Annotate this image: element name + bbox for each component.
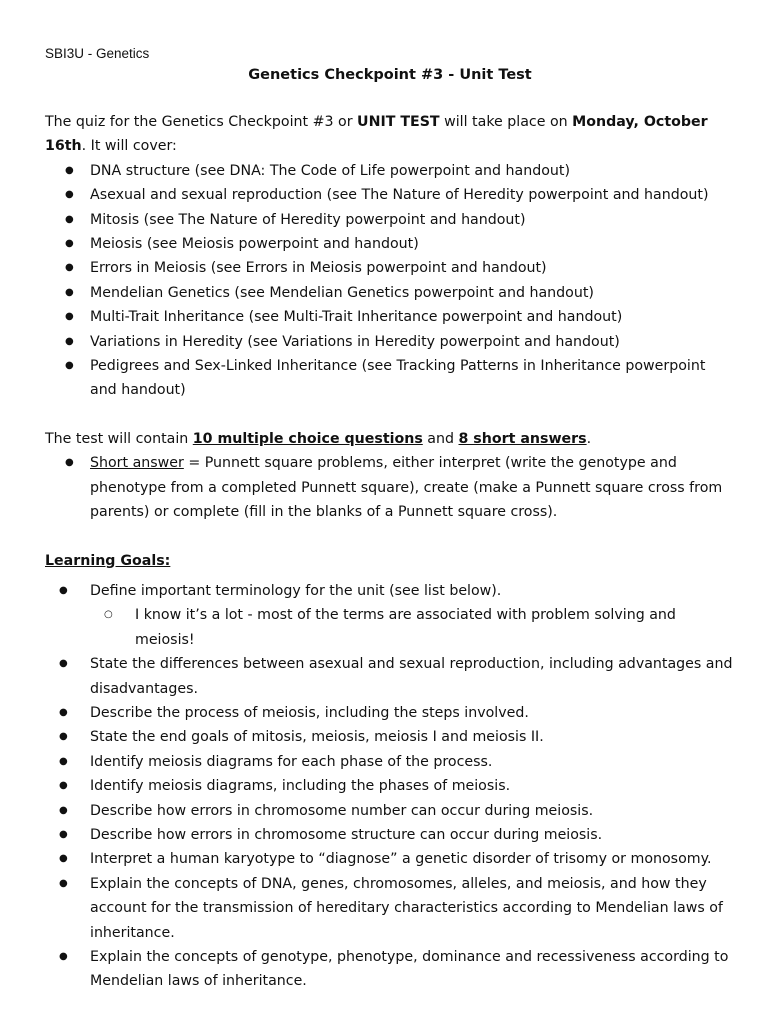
intro-text-3: . It will cover:: [81, 138, 177, 155]
goal-item: ● Explain the concepts of genotype, phenotype, dominance and recessiveness according to Mendelian laws of inheritance.: [45, 945, 735, 994]
document-page: [45, 44, 735, 994]
page-title: Genetics Checkpoint #3 - Unit Test: [248, 67, 532, 83]
goal-item: ● Explain the concepts of DNA, genes, chromosomes, alleles, and meiosis, and how they account for the transmission of hereditary characteristics according to Mendelian laws of inheritance.: [45, 872, 735, 945]
topic-item: ● DNA structure (see DNA: The Code of Life powerpoint and handout): [45, 159, 735, 183]
short-answer-label: Short answer: [90, 455, 184, 472]
goal-sub-list: [90, 603, 735, 652]
goal-item: ● Identify meiosis diagrams, including the phases of meiosis.: [45, 774, 735, 798]
test-text-2: and: [422, 430, 459, 447]
topic-item: ● Variations in Heredity (see Variations in Heredity powerpoint and handout): [45, 330, 735, 354]
test-text-3: .: [586, 430, 592, 447]
multiple-choice-count: 10 multiple choice questions: [192, 430, 423, 447]
topic-item: ● Pedigrees and Sex-Linked Inheritance (see Tracking Patterns in Inheritance powerpoint and handout): [45, 354, 735, 403]
topic-item: ● Meiosis (see Meiosis powerpoint and handout): [45, 232, 735, 256]
topic-item: ● Mendelian Genetics (see Mendelian Genetics powerpoint and handout): [45, 281, 735, 305]
test-text-1: The test will contain: [45, 430, 193, 447]
goal-item: ● Describe the process of meiosis, including the steps involved.: [45, 701, 735, 725]
topics-list: [45, 159, 735, 403]
goal-item: ● State the differences between asexual and sexual reproduction, including advantages and disadvantages.: [45, 652, 735, 701]
topic-item: ● Errors in Meiosis (see Errors in Meiosis powerpoint and handout): [45, 256, 735, 280]
goal-item: ● Describe how errors in chromosome number can occur during meiosis.: [45, 799, 735, 823]
topic-item: ● Asexual and sexual reproduction (see The Nature of Heredity powerpoint and handout): [45, 183, 735, 207]
intro-paragraph: [45, 110, 735, 159]
learning-goals-list: [45, 579, 735, 994]
intro-text-2: will take place on: [439, 114, 573, 130]
goal-item: ● Identify meiosis diagrams for each phase of the process.: [45, 750, 735, 774]
short-answer-text: = Punnett square problems, either interpret (write the genotype and phenotype from a completed Punnett square), create (make a Punnett square cross from parents) or complete (fill in the blanks of a Punnett square cross).: [90, 455, 723, 521]
goal-item: [45, 579, 735, 652]
intro-date: Monday, October 16th: [45, 114, 708, 155]
test-format-paragraph: [45, 427, 735, 451]
goal-sub-item: ○ I know it’s a lot - most of the terms are associated with problem solving and meiosis!: [90, 603, 735, 652]
goal-item: ● Interpret a human karyotype to “diagnose” a genetic disorder of trisomy or monosomy.: [45, 847, 735, 871]
course-label: SBI3U - Genetics: [45, 46, 150, 61]
short-answer-count: 8 short answers: [458, 430, 587, 447]
learning-goals-heading: Learning Goals:: [45, 552, 171, 569]
intro-text-1: The quiz for the Genetics Checkpoint #3 or: [45, 114, 358, 130]
short-answer-item: [45, 451, 735, 524]
goal-item-text: Define important terminology for the unit (see list below).: [90, 582, 502, 599]
intro-unit-test: UNIT TEST: [357, 114, 440, 130]
goal-item: ● State the end goals of mitosis, meiosis, meiosis I and meiosis II.: [45, 725, 735, 749]
short-answer-list: [45, 451, 735, 524]
goal-item: ● Describe how errors in chromosome structure can occur during meiosis.: [45, 823, 735, 847]
topic-item: ● Mitosis (see The Nature of Heredity powerpoint and handout): [45, 208, 735, 232]
topic-item: ● Multi-Trait Inheritance (see Multi-Trait Inheritance powerpoint and handout): [45, 305, 735, 329]
